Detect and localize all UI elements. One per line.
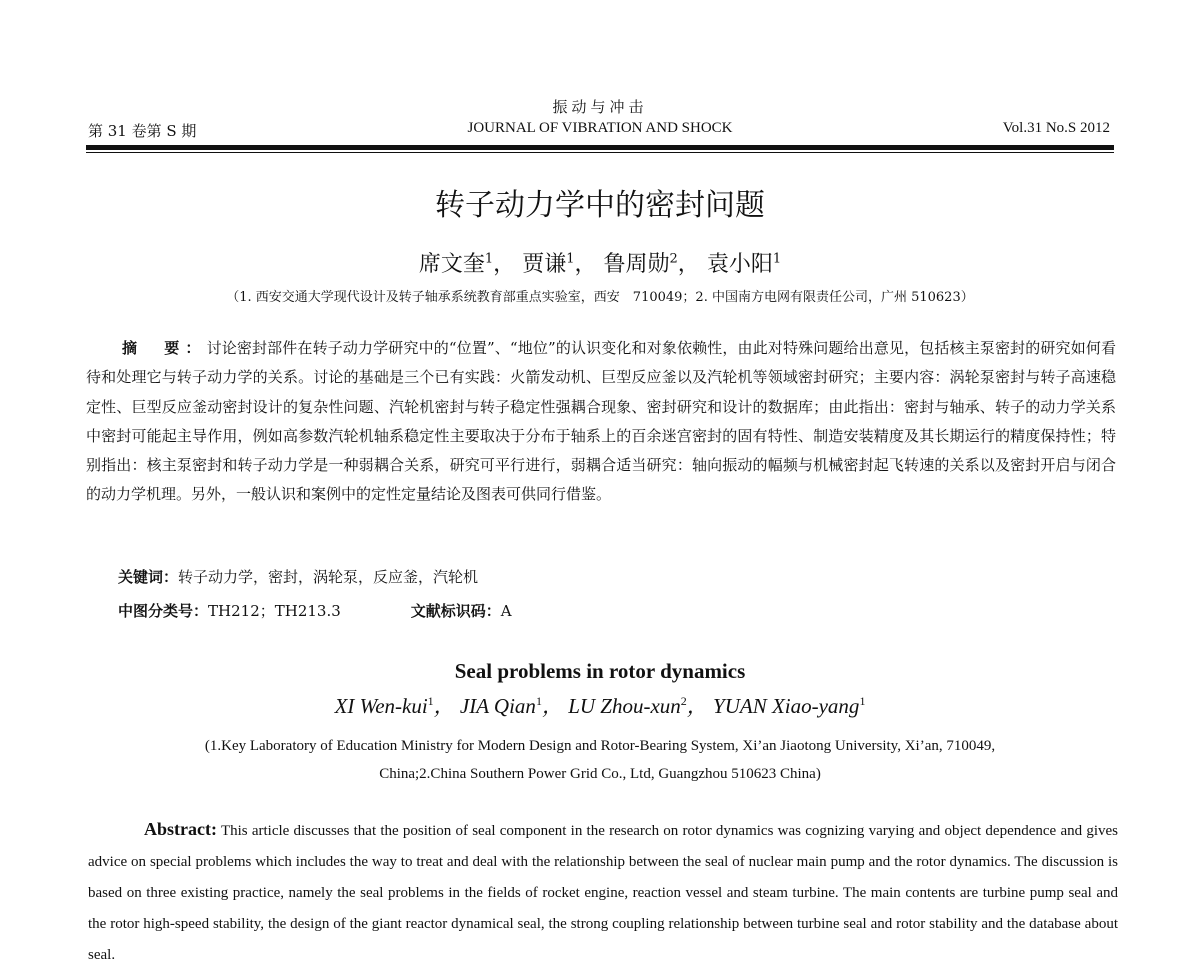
header-rule-thick (86, 145, 1114, 150)
affiliation-en (0, 732, 1200, 788)
header-rule-thin (86, 152, 1114, 153)
volume-issue-cn: 第 31 卷第 S 期 (88, 122, 197, 140)
keywords-text: 转子动力学，密封，涡轮泵，反应釜，汽轮机 (178, 568, 479, 586)
abstract-cn-text: 讨论密封部件在转子动力学研究中的“位置”、“地位”的认识变化和对象依赖性，由此对特殊问题给出意见，包括核主泵密封的研究如何看待和处理它与转子动力学的关系。讨论的基础是三个已有实践：火箭发动机、巨型反应釜以及汽轮机等领域密封研究；主要内容：涡轮泵密封与转子高速稳定性、巨型反应釜动密封设计的复杂性问题、汽轮机密封与转子稳定性强耦合现象、密封研究和设计的数据库；由此指出：密封与轴承、转子的动力学关系中密封可能起主导作用，例如高参数汽轮机轴系稳定性主要取决于分布于轴系上的百余迷宫密封的固有特性、制造安装精度及其长期运行的精度保持性；特别指出：核主泵密封和转子动力学是一种弱耦合关系，研究可平行进行，弱耦合适当研究：轴向振动的幅频与机械密封起飞转速的关系以及密封开启与闭合的动力学机理。另外，一般认识和案例中的定性定量结论及图表可供同行借鉴。 (86, 339, 1116, 504)
affiliation-en-line-1: (1.Key Laboratory of Education Ministry for Modern Design and Rotor-Bearing System, Xi’an Jiaotong University, Xi’an, 710049, (204, 738, 996, 754)
keywords-label: 关键词： (118, 568, 179, 586)
doc-code-label: 文献标识码： (410, 602, 501, 620)
clc-value: TH212；TH213.3 (208, 602, 341, 620)
authors-en (0, 690, 1200, 720)
clc-label: 中图分类号： (118, 602, 209, 620)
affiliation-cn: （1. 西安交通大学现代设计及转子轴承系统教育部重点实验室，西安 710049；2. 中国南方电网有限责任公司，广州 510623） (226, 290, 974, 305)
author-en: JIA Qian$^1$， (459, 694, 563, 718)
author-cn: 袁小阳$^1$ (706, 251, 782, 277)
abstract-cn (86, 334, 1116, 510)
paper-title-cn: 转子动力学中的密封问题 (435, 188, 765, 223)
doc-code-value: A (500, 602, 512, 620)
author-en: XI Wen-kui$^1$， (334, 694, 455, 718)
keywords-cn (118, 566, 478, 587)
journal-name-en: JOURNAL OF VIBRATION AND SHOCK (467, 120, 733, 136)
abstract-en (88, 814, 1118, 971)
author-en: LU Zhou-xun$^2$， (568, 694, 708, 718)
paper-title-en: Seal problems in rotor dynamics (454, 659, 746, 683)
authors-cn (0, 247, 1200, 278)
volume-issue-en: Vol.31 No.S 2012 (1002, 120, 1110, 136)
author-en: YUAN Xiao-yang$^1$ (713, 694, 866, 718)
author-cn: 席文奎$^1$， (418, 251, 516, 277)
author-cn: 鲁周勋$^2$， (603, 251, 700, 277)
author-cn: 贾谦$^1$， (522, 251, 597, 277)
journal-name-cn: 振动与冲击 (552, 98, 648, 116)
abstract-en-label: Abstract: (144, 819, 217, 839)
abstract-cn-label: 摘 要： (122, 339, 207, 357)
affiliation-en-line-2: China;2.China Southern Power Grid Co., Ltd, Guangzhou 510623 China) (379, 766, 821, 782)
abstract-en-text: This article discusses that the position of seal component in the research on rotor dynamics was cognizing varying and object dependence and gives advice on special problems which includes the way to treat and deal with the relationship between the seal of nuclear main pump and the rotor dynamics. The discussion is based on three existing practice, namely the seal problems in the fields of rocket engine, reaction vessel and steam turbine. The main contents are turbine pump seal and the rotor high-speed stability, the design of the giant reactor dynamical seal, the strong coupling relationship between turbine seal and rotor stability and the database about seal. (88, 823, 1119, 963)
classification-line (118, 600, 512, 621)
